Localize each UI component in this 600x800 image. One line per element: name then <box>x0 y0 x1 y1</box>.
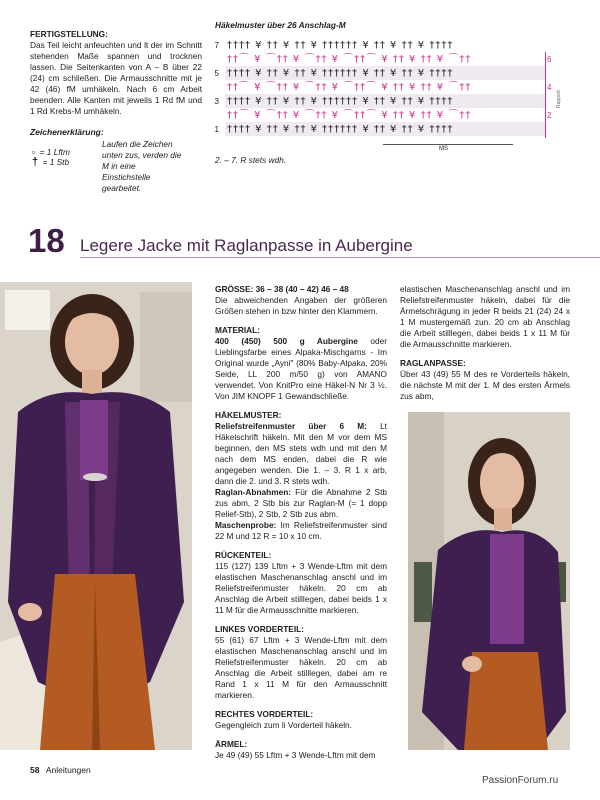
chart-title: Häkelmuster über 26 Anschlag-M <box>215 20 346 30</box>
treble-symbol-icon: † <box>32 156 39 168</box>
raglan-text: Für die Abnahme 2 Stb zus abm, 2 Stb bis zur Raglan-M (= 1 dopp Relief-Stb), 2 Stb, 2 Stb zus abm. <box>215 487 387 519</box>
left-front-text: 55 (61) 67 Lftm + 3 Wende-Lftm mit dem elastischen Maschenanschlag anschl und im Reliefstreifenmuster häkeln. 20 cm ab Anschlag die Arbeit stilllegen, dabei am re Rand 1 x 11 M für den Armausschnitt markieren. <box>215 635 387 700</box>
row-number-1: 1 <box>214 125 219 134</box>
rapport-label: Rapport <box>556 90 562 108</box>
section-header <box>28 222 600 259</box>
chart-row-2: ††⌒ ¥ ⌒†† ¥ ⌒†† ¥ ⌒††⌒ ¥ †† ¥ †† ¥ ⌒†† <box>227 110 472 121</box>
instructions-column-1 <box>215 284 387 761</box>
finishing-heading: FERTIGSTELLUNG: <box>30 29 108 39</box>
row-number-3: 3 <box>214 97 219 106</box>
symbol-legend <box>30 127 210 193</box>
back-heading: RÜCKENTEIL: <box>215 550 272 560</box>
gauge-label: Maschenprobe: <box>215 520 277 530</box>
model-photo-secondary <box>408 412 570 750</box>
chain-symbol-icon: ▫ <box>32 147 36 157</box>
legend-heading: Zeichenerklärung: <box>30 127 104 137</box>
material-paragraph <box>215 336 387 402</box>
raglan-label: Raglan-Abnahmen: <box>215 487 292 497</box>
material-amount: 400 (450) 500 g Aubergine <box>215 336 358 346</box>
legend-treble <box>32 152 92 170</box>
watermark: PassionForum.ru <box>482 775 559 786</box>
page-number: 58 <box>30 765 40 775</box>
right-front-text: Gegengleich zum li Vorderteil häkeln. <box>215 720 352 730</box>
material-text: oder Lieblingsfarbe eines Alpaka-Mischgarns - Im Original wurde „Ayni" (80% Baby-Alpaka, 20% Seide, LL 200 m/50 g) von AMANO verwendet. Von KnitPro eine Häkel-N Nr 3 ½. Von JIM KNOPF 1 Gewandschließe. <box>215 336 387 401</box>
sleeve-continued-text: elastischen Maschenanschlag anschl und im Reliefstreifenmuster häkeln, dabei für die Ärmelschrägung in jeder R beids 21 (24) 24 x 1 M mustergemäß zun. 20 cm ab Anschlag die Arbeit stilllegen, dabei beids 1 x 11 M für die Armausschnitte markieren. <box>400 284 570 349</box>
size-heading: GRÖSSE: 36 – 38 (40 – 42) 46 – 48 <box>215 284 349 294</box>
left-front-heading: LINKES VORDERTEIL: <box>215 624 304 634</box>
model-photo-secondary-illustration <box>408 412 570 750</box>
gauge-text: Im Reliefstreifenmuster sind 22 M und 12 R = 10 x 10 cm. <box>215 520 387 541</box>
size-text: Die abweichenden Angaben der größeren Größen stehen in bzw hinter den Klammern. <box>215 295 387 316</box>
chart-row-5: †††† ¥ †† ¥ †† ¥ †††††† ¥ †† ¥ †† ¥ †††† <box>227 68 454 79</box>
sleeve-text: Je 49 (49) 55 Lftm + 3 Wende-Lftm mit dem <box>215 750 376 760</box>
row-number-4: 4 <box>547 83 552 92</box>
chart-note: 2. – 7. R stets wdh. <box>215 155 287 165</box>
relief-label: Reliefstreifenmuster über 6 M: <box>215 421 367 431</box>
model-photo-illustration <box>0 282 192 750</box>
pattern-heading: HÄKELMUSTER: <box>215 410 282 420</box>
relief-paragraph <box>215 421 387 487</box>
sleeve-heading: ÄRMEL: <box>215 739 248 749</box>
row-number-6: 6 <box>547 55 552 64</box>
raglan-yoke-heading: RAGLANPASSE: <box>400 358 466 368</box>
section-title: Legere Jacke mit Raglanpasse in Aubergine <box>80 236 413 255</box>
right-front-heading: RECHTES VORDERTEIL: <box>215 709 314 719</box>
gauge-paragraph <box>215 520 387 542</box>
chart-row-4: ††⌒ ¥ ⌒†† ¥ ⌒†† ¥ ⌒††⌒ ¥ †† ¥ †† ¥ ⌒†† <box>227 82 472 93</box>
finishing-text: Das Teil leicht anfeuchten und lt der im Schnitt stehenden Maße spannen und trocknen lassen. Die Seitenkanten von A – B über 22 (24) cm schließen. Die Armausschnitte mit je 42 (46) fM umhäkeln. Nach 6 cm Arbeit beenden. Alle Kanten mit jeweils 1 Rd fM und 1 Rd Krebs-M umhäkeln. <box>30 40 202 116</box>
row-number-7: 7 <box>214 41 219 50</box>
section-rule <box>80 257 600 258</box>
material-heading: MATERIAL: <box>215 325 261 335</box>
relief-text: Lt Häkelschrift häkeln. Mit den M vor dem MS beginnen, den MS stets wdh und mit den M nach dem MS enden, dabei die R wie angegeben wenden. Die 1. – 3. R 1 x arb, dann die 2. und 3. R stets wdh. <box>215 421 387 486</box>
row-number-2: 2 <box>547 111 552 120</box>
chart-row-3: †††† ¥ †† ¥ †† ¥ †††††† ¥ †† ¥ †† ¥ †††† <box>227 96 454 107</box>
finishing-block <box>30 29 202 117</box>
legend-chain-label: = 1 Lftm <box>39 147 70 157</box>
ms-bracket <box>383 144 513 145</box>
section-number: 18 <box>28 222 65 259</box>
chart-row-1: †††† ¥ †† ¥ †† ¥ †††††† ¥ †† ¥ †† ¥ †††† <box>227 124 454 135</box>
raglan-paragraph <box>215 487 387 520</box>
rapport-bracket <box>545 52 546 138</box>
row-number-5: 5 <box>214 69 219 78</box>
ms-label: MS <box>439 146 448 152</box>
raglan-yoke-text: Über 43 (49) 55 M des re Vorderteils häkeln, die nächste M mit der 1. M des ersten Ärmels zus abm, <box>400 369 570 401</box>
legend-note: Laufen die Zeichen unten zus, verden die M in eine Einstichstelle gearbeitet. <box>102 139 182 193</box>
model-photo-main <box>0 282 192 750</box>
back-text: 115 (127) 139 Lftm + 3 Wende-Lftm mit dem elastischen Maschenanschlag anschl und im Reliefstreifenmuster häkeln. 20 cm ab Anschlag die Arbeit stilllegen, dabei beids 1 x 11 M für die Armausschnitte markieren. <box>215 561 387 615</box>
chart-grid <box>215 38 565 148</box>
chart-row-7: †††† ¥ †† ¥ †† ¥ †††††† ¥ †† ¥ †† ¥ †††† <box>227 40 454 51</box>
page-footer <box>30 764 91 776</box>
chart-row-6: ††⌒ ¥ ⌒†† ¥ ⌒†† ¥ ⌒††⌒ ¥ †† ¥ †† ¥ ⌒†† <box>227 54 472 65</box>
crochet-chart <box>215 20 575 170</box>
footer-label: Anleitungen <box>45 765 91 775</box>
instructions-column-2 <box>400 284 570 402</box>
legend-treble-label: = 1 Stb <box>42 157 70 167</box>
